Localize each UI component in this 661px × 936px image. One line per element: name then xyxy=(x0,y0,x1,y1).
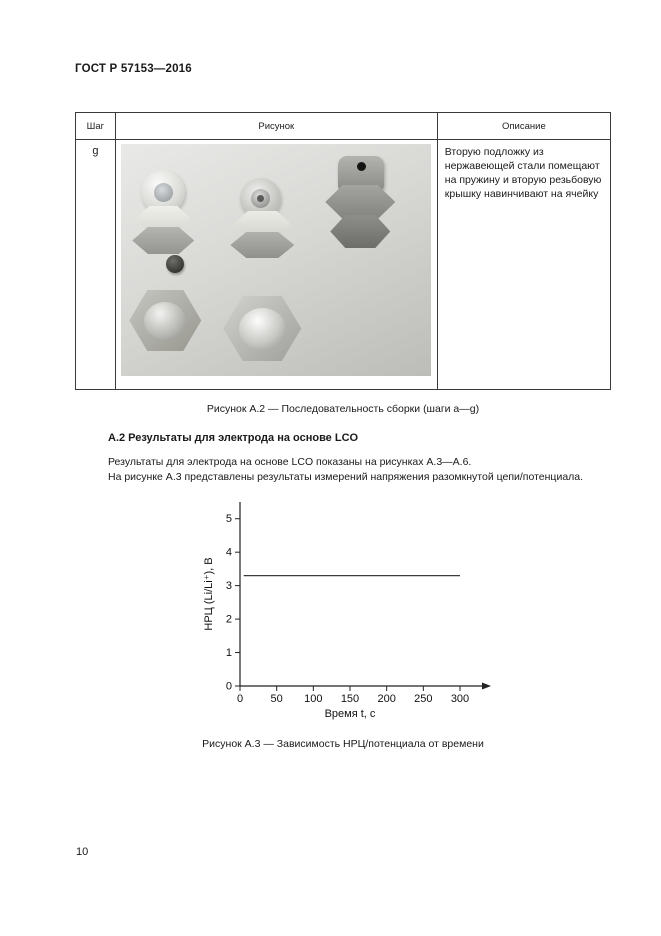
fitting-base-hex xyxy=(132,227,194,254)
svg-text:5: 5 xyxy=(225,513,232,526)
photo-small-disc xyxy=(166,255,184,273)
paragraph-2: На рисунке А.3 представлены результаты измерений напряжения разомкнутой цепи/потенциала. xyxy=(108,471,584,483)
svg-text:250: 250 xyxy=(414,693,433,705)
col-header-description: Описание xyxy=(437,113,610,140)
fitting-base-hex xyxy=(230,232,294,258)
svg-text:2: 2 xyxy=(225,613,232,626)
chart-figure-a3 xyxy=(200,496,500,722)
table-row xyxy=(76,140,611,390)
svg-text:200: 200 xyxy=(377,693,396,705)
fitting-base-hex xyxy=(330,215,390,248)
col-header-figure: Рисунок xyxy=(115,113,437,140)
svg-text:3: 3 xyxy=(225,580,232,593)
hex-nut-metal-insert xyxy=(144,302,186,340)
description-cell: Вторую подложку из нержавеющей стали помещают на пружину и вторую резьбовую крышку навинчивают на ячейку xyxy=(437,140,610,390)
svg-text:4: 4 xyxy=(225,546,232,559)
document-header: ГОСТ Р 57153—2016 xyxy=(75,63,192,75)
hex-nut-metal-insert xyxy=(239,308,286,350)
svg-text:50: 50 xyxy=(270,693,283,705)
assembly-steps-table xyxy=(75,112,611,390)
svg-text:100: 100 xyxy=(304,693,323,705)
section-heading: А.2 Результаты для электрода на основе LCO xyxy=(108,432,359,444)
paragraph-1: Результаты для электрода на основе LCO показаны на рисунках А.3—А.6. xyxy=(108,456,472,468)
figure-cell xyxy=(115,140,437,390)
svg-text:Время t, с: Время t, с xyxy=(324,708,376,720)
svg-text:0: 0 xyxy=(236,693,244,705)
svg-text:НРЦ (Li/Li⁺), В: НРЦ (Li/Li⁺), В xyxy=(203,557,215,631)
svg-text:150: 150 xyxy=(340,693,360,705)
figure-a2-caption: Рисунок А.2 — Последовательность сборки (шаги a—g) xyxy=(206,403,480,415)
col-header-step: Шаг xyxy=(76,113,116,140)
figure-a3-caption: Рисунок А.3 — Зависимость НРЦ/потенциала от времени xyxy=(202,738,484,750)
fitting-mid-hex xyxy=(325,185,395,219)
page-number: 10 xyxy=(76,846,89,858)
nrc-time-chart xyxy=(200,496,500,722)
step-cell: g xyxy=(76,140,116,390)
assembly-photo xyxy=(121,144,431,376)
table-header-row xyxy=(76,113,611,140)
svg-text:1: 1 xyxy=(225,647,232,660)
svg-text:300: 300 xyxy=(450,693,470,705)
svg-text:0: 0 xyxy=(225,680,232,693)
